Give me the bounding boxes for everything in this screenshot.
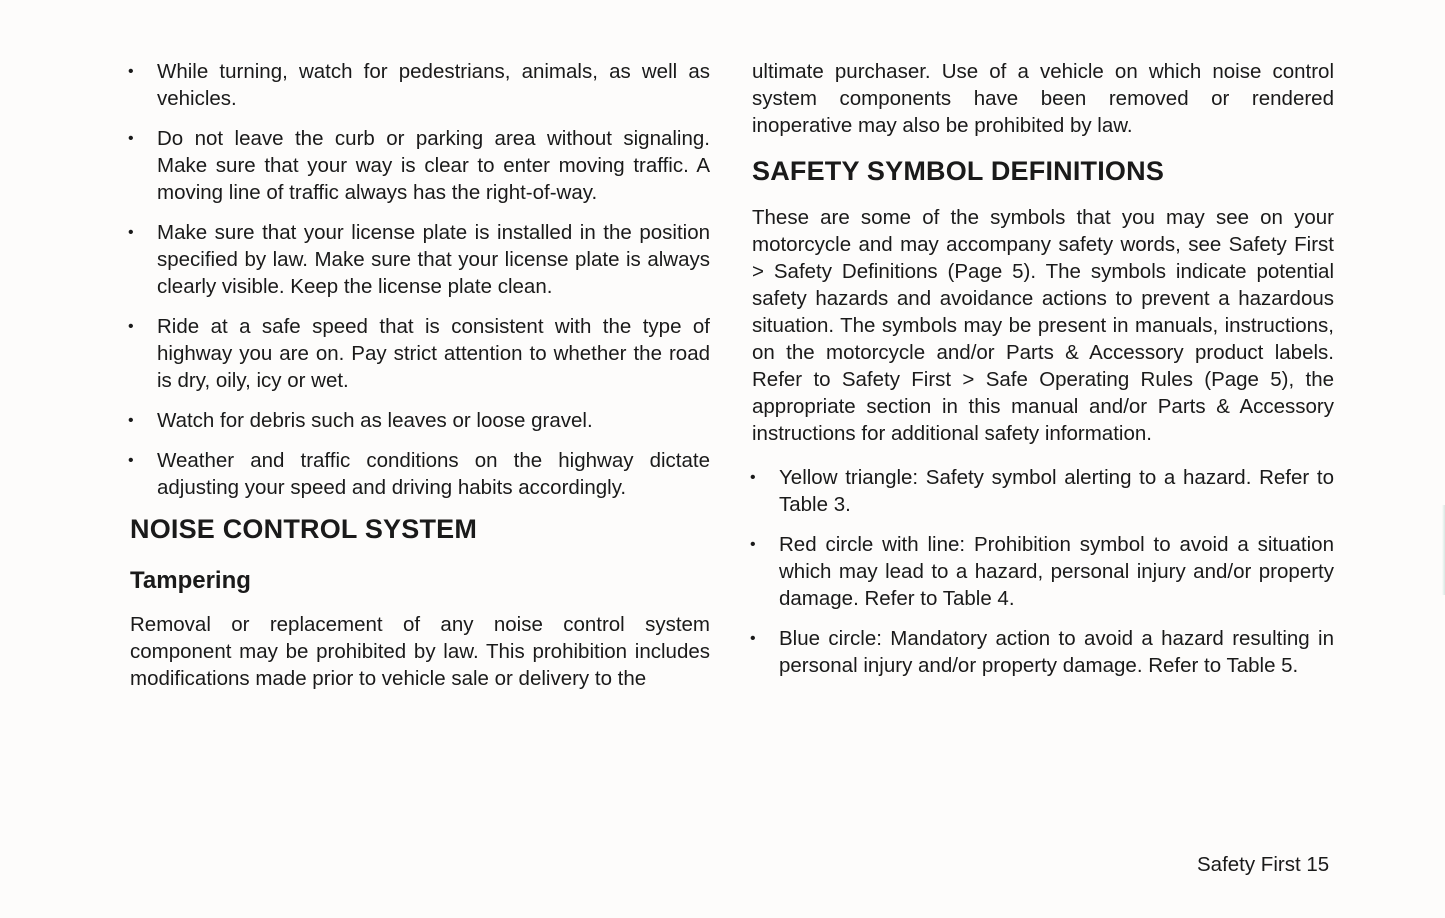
list-item	[130, 407, 710, 434]
list-item-text: Blue circle: Mandatory action to avoid a hazard resulting in personal injury and/or property damage. Refer to Table 5.	[779, 627, 1334, 677]
list-item	[752, 531, 1334, 612]
left-column	[130, 58, 710, 692]
section-heading-noise-control: NOISE CONTROL SYSTEM	[130, 514, 478, 544]
section-heading-safety-symbols: SAFETY SYMBOL DEFINITIONS	[752, 156, 1165, 186]
tampering-paragraph: Removal or replacement of any noise control system component may be prohibited by law. This prohibition includes modifications made prior to vehicle sale or delivery to the	[130, 613, 710, 690]
list-item	[130, 58, 710, 112]
list-item	[130, 313, 710, 394]
subsection-heading-tampering: Tampering	[130, 567, 251, 594]
list-item-text: Do not leave the curb or parking area without signaling. Make sure that your way is clear to enter moving traffic. A moving line of traffic always has the right-of-way.	[157, 127, 710, 204]
tampering-paragraph-continued: ultimate purchaser. Use of a vehicle on which noise control system components have been removed or rendered inoperative may also be prohibited by law.	[752, 60, 1334, 137]
bullet-icon: •	[750, 469, 756, 486]
safety-symbols-list	[752, 464, 1334, 679]
page-footer: Safety First 15	[1197, 853, 1330, 876]
safety-symbols-intro: These are some of the symbols that you may see on your motorcycle and may accompany safety words, see Safety First > Safety Definitions (Page 5). The symbols indicate potential safety hazards and avoidance actions to prevent a hazardous situation. The symbols may be present in manuals, instructions, on the motorcycle and/or Parts & Accessory product labels. Refer to Safety First > Safe Operating Rules (Page 5), the appropriate section in this manual and/or Parts & Accessory instructions for additional safety information.	[752, 206, 1334, 445]
bullet-icon: •	[128, 452, 134, 469]
bullet-icon: •	[750, 630, 756, 647]
bullet-icon: •	[128, 318, 134, 335]
list-item-text: Ride at a safe speed that is consistent with the type of highway you are on. Pay strict attention to whether the road is dry, oily, icy or wet.	[157, 315, 710, 392]
riding-tips-list	[130, 58, 710, 501]
list-item	[130, 219, 710, 300]
list-item-text: Weather and traffic conditions on the highway dictate adjusting your speed and driving habits accordingly.	[157, 449, 710, 499]
list-item	[130, 125, 710, 206]
list-item-text: Red circle with line: Prohibition symbol to avoid a situation which may lead to a hazard, personal injury and/or property damage. Refer to Table 4.	[779, 533, 1334, 610]
list-item	[752, 625, 1334, 679]
list-item-text: Watch for debris such as leaves or loose gravel.	[157, 409, 593, 432]
list-item-text: Make sure that your license plate is installed in the position specified by law. Make sure that your license plate is always clearly visible. Keep the license plate clean.	[157, 221, 710, 298]
bullet-icon: •	[750, 536, 756, 553]
right-column	[752, 58, 1334, 692]
list-item-text: While turning, watch for pedestrians, animals, as well as vehicles.	[157, 60, 710, 110]
bullet-icon: •	[128, 130, 134, 147]
list-item-text: Yellow triangle: Safety symbol alerting to a hazard. Refer to Table 3.	[779, 466, 1334, 516]
bullet-icon: •	[128, 412, 134, 429]
list-item	[752, 464, 1334, 518]
bullet-icon: •	[128, 224, 134, 241]
bullet-icon: •	[128, 63, 134, 80]
list-item	[130, 447, 710, 501]
